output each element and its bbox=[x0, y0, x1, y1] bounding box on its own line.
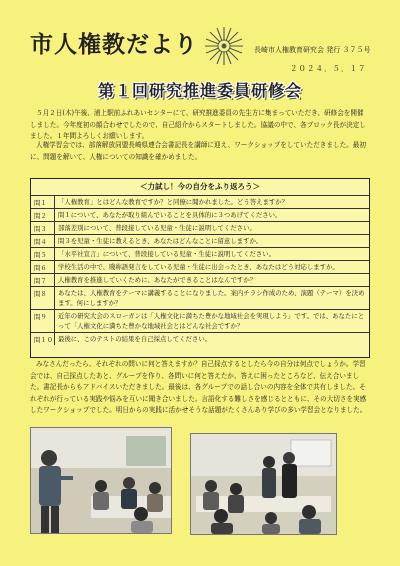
quiz-row bbox=[31, 332, 369, 345]
quiz-row bbox=[31, 234, 369, 247]
question-text: 部落差別について、普段接している児童・生徒に説明してください。 bbox=[58, 224, 256, 232]
issue-date: ２０２４．５．１７ bbox=[290, 64, 367, 73]
question-number: 問１ bbox=[31, 196, 55, 208]
question-number: 問６ bbox=[31, 261, 55, 273]
question-number: 問２ bbox=[31, 209, 55, 221]
quiz-row bbox=[31, 195, 369, 208]
quiz-row bbox=[31, 208, 369, 221]
question-number: 問１０ bbox=[31, 333, 55, 345]
workshop-photo-right-image bbox=[191, 434, 336, 534]
quiz-row bbox=[31, 247, 369, 260]
emblem-icon bbox=[203, 25, 245, 67]
summary-paragraph: みなさんだったら、それぞれの問いに何と答えますか？自己採点するとしたら今の自分は何点でしょうか。学習会では、自己採点したあと、グループを作り、各問いに何と答えたか、答えに困ったところなど、伝え合いました。書記長からもアドバイスいただきました。最後は、各グループでの話し合いの内容を全体で共有しました。それぞれが行っている実践や悩みを互いに聞き合いました。言語化する難しさを感じるとともに、その大切さを実感したワークショップでした。明日からの実践に活かせそうな話題がたくさんあり学びの多い学習会となりました。 bbox=[30, 360, 367, 414]
question-text: 人権教育を推進していくために、あなたができることはなんですか？ bbox=[58, 276, 257, 284]
question-text: 近年の研究大会のスローガンは「人権文化に満ちた豊かな地域社会を実現しよう」です。では、あなたにとって「人権文化に満ちた豊かな地域社会とはどんな社会ですか？ bbox=[58, 312, 365, 330]
article-headline: 第１回研究推進委員研修会 bbox=[97, 81, 302, 100]
question-number: 問５ bbox=[31, 248, 55, 260]
quiz-box bbox=[30, 178, 370, 358]
quiz-row bbox=[31, 309, 369, 332]
question-text: 「水平社宣言」について、普段接している児童・生徒に説明してください。 bbox=[58, 250, 276, 258]
question-text: 問１について、あなたが取り組んでいることを具体的に３つあげてください。 bbox=[58, 211, 282, 219]
question-text: あなたは、人権教育をテーマに講義することになりました。案内チラシ作成のため、演題（テーマ）を決めます。何にしますか？ bbox=[58, 289, 365, 307]
question-number: 問８ bbox=[31, 287, 55, 309]
question-text: 「人権教育」とはどんな教育ですか？と同僚に聞かれました。どう答えますか？ bbox=[58, 198, 289, 206]
question-number: 問４ bbox=[31, 235, 55, 247]
newsletter-title: 市人権教だより bbox=[30, 32, 198, 58]
question-text: 最後に、このテストの結果を自己採点してください。 bbox=[58, 335, 212, 343]
question-text: 学校生活の中で、賤称語発言をしている児童・生徒に出会ったとき、あなたはどう対応しますか。 bbox=[58, 263, 339, 271]
question-number: 問９ bbox=[31, 310, 55, 332]
intro-paragraph: ５月２日(木)午後、浦上駅前ふれあいセンターにて、研究推進委員の先生方に集まっていただき、研修会を開催しました。今年度初の顔合わせでしたので、自己紹介からスタートしました。協議の中で、各ブロック長が決定しました。１年間よろしくお願いします。 bbox=[30, 109, 366, 140]
workshop-photo-right bbox=[190, 433, 337, 535]
workshop-photo-left-image bbox=[31, 428, 171, 533]
quiz-row bbox=[31, 273, 369, 286]
question-number: 問７ bbox=[31, 274, 55, 286]
quiz-title: ＜力試し！今の自分をふり返ろう＞ bbox=[140, 182, 260, 191]
publisher-info: 長崎市人権教育研究会 発行 ３７５号 bbox=[254, 46, 371, 54]
question-text: 問３を児童・生徒に教えるとき、あなたはどんなことに留意しますか。 bbox=[58, 237, 263, 245]
workshop-photo-left bbox=[30, 427, 172, 534]
workshop-paragraph: 人権学習会では、部落解放同盟長崎県連合会書記長を講師に迎え、ワークショップをしていただきました。最初に、問題を解いて、人権についての知識を確かめました。 bbox=[30, 141, 366, 161]
quiz-row bbox=[31, 286, 369, 309]
quiz-row bbox=[31, 260, 369, 273]
question-number: 問３ bbox=[31, 222, 55, 234]
quiz-row bbox=[31, 221, 369, 234]
